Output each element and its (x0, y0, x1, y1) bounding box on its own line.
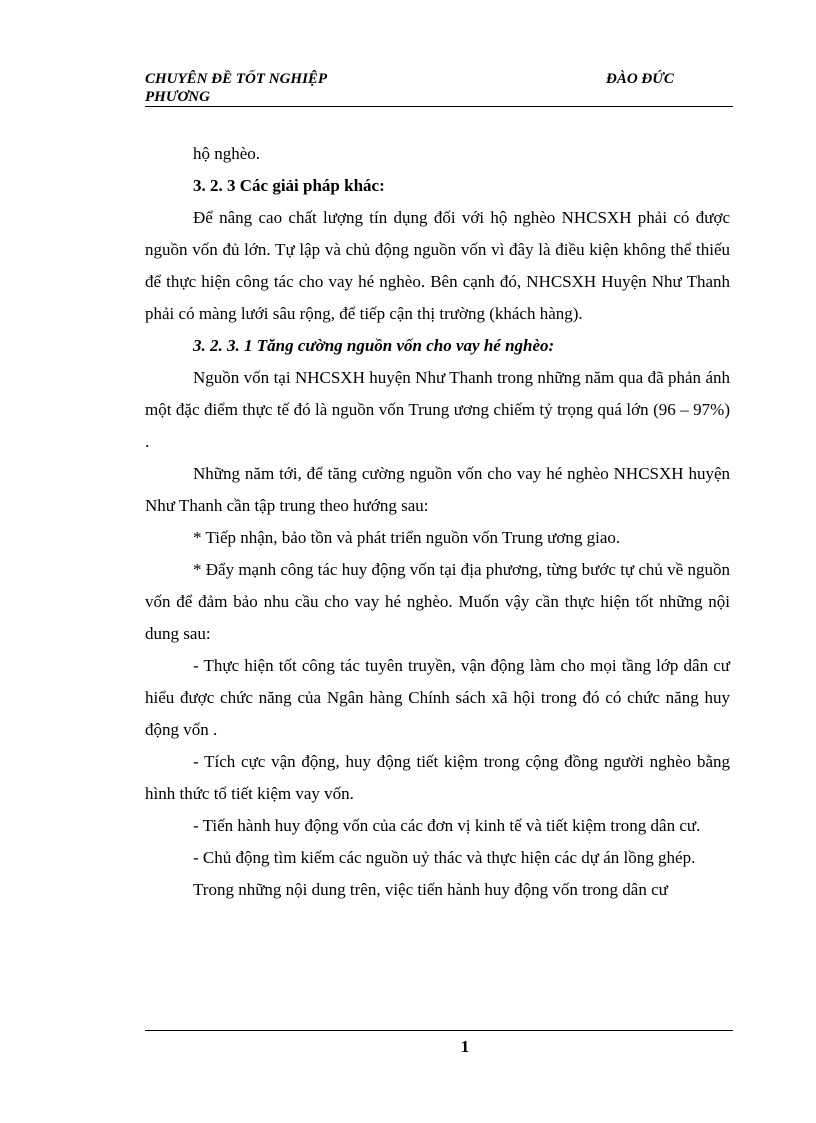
subsection-heading: 3. 2. 3. 1 Tăng cường nguồn vốn cho vay hé nghèo: (193, 336, 555, 355)
paragraph-continuation: hộ nghèo. (193, 144, 261, 163)
document-body (145, 138, 730, 906)
header-title: CHUYÊN ĐỀ TỐT NGHIỆP PHƯƠNG (145, 71, 327, 105)
page-number: 1 (460, 1037, 470, 1056)
bullet-item: * Tiếp nhận, bảo tồn và phát triển nguồn vốn Trung ương giao. (193, 528, 621, 547)
bullet-item: * Đẩy mạnh công tác huy động vốn tại địa phương, từng bước tự chủ về nguồn vốn để đảm bảo nhu cầu cho vay hé nghèo. Muốn vậy cần thực hiện tốt những nội dung sau: (145, 560, 730, 643)
section-heading: 3. 2. 3 Các giải pháp khác: (193, 176, 385, 195)
dash-item: - Chủ động tìm kiếm các nguồn uỷ thác và thực hiện các dự án lồng ghép. (193, 848, 696, 867)
header-author: ĐÀO ĐỨC (606, 71, 674, 87)
dash-item: - Tiến hành huy động vốn của các đơn vị kinh tế và tiết kiệm trong dân cư. (193, 816, 701, 835)
header-rule (145, 106, 733, 107)
footer-rule (145, 1030, 733, 1031)
paragraph: Những năm tới, để tăng cường nguồn vốn cho vay hé nghèo NHCSXH huyện Như Thanh cần tập trung theo hướng sau: (145, 464, 730, 515)
paragraph: Để nâng cao chất lượng tín dụng đối với hộ nghèo NHCSXH phải có được nguồn vốn đủ lớn. Tự lập và chủ động nguồn vốn vì đây là điều kiện không thể thiếu để thực hiện công tác cho vay hé nghèo. Bên cạnh đó, NHCSXH Huyện Như Thanh phải có màng lưới sâu rộng, để tiếp cận thị trường (khách hàng). (145, 208, 730, 323)
paragraph: Nguồn vốn tại NHCSXH huyện Như Thanh trong những năm qua đã phản ánh một đặc điểm thực tế đó là nguồn vốn Trung ương chiếm tỷ trọng quá lớn (96 – 97%) . (145, 368, 730, 451)
dash-item: - Thực hiện tốt công tác tuyên truyền, vận động làm cho mọi tầng lớp dân cư hiểu được chức năng của Ngân hàng Chính sách xã hội trong đó có chức năng huy động vốn . (145, 656, 730, 739)
paragraph: Trong những nội dung trên, việc tiến hành huy động vốn trong dân cư (193, 880, 668, 899)
dash-item: - Tích cực vận động, huy động tiết kiệm trong cộng đồng người nghèo bằng hình thức tổ tiết kiệm vay vốn. (145, 752, 730, 803)
